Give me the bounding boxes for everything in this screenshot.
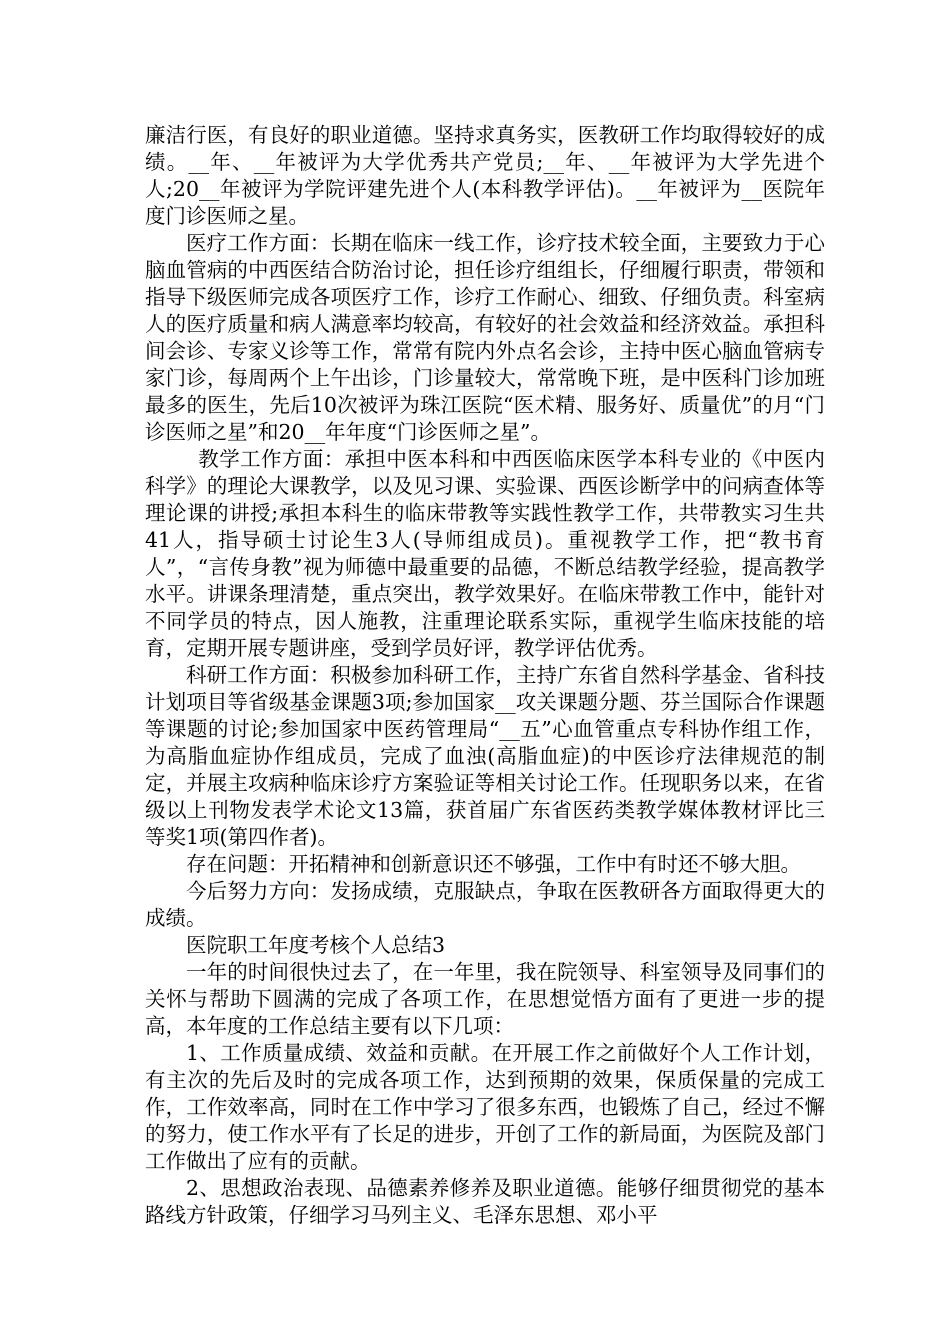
paragraph-problems: 存在问题：开拓精神和创新意识还不够强，工作中有时还不够大胆。 <box>186 852 801 876</box>
paragraph-medical-work: 医疗工作方面：长期在临床一线工作，诊疗技术较全面，主要致力于心脑血管病的中西医结合防治讨论，担任诊疗组组长，仔细履行职责，带领和指导下级医师完成各项医疗工作，诊疗工作耐心、细致、仔细负责。科室病人的医疗质量和病人满意率均较高，有较好的社会效益和经济效益。承担科间会诊、专家义诊等工作，常常有院内外点名会诊，主持中医心脑血管病专家门诊，每周两个上午出诊，门诊量较大，常常晚下班，是中医科门诊加班最多的医生，先后10次被评为珠江医院“医术精、服务好、质量优”的月“门诊医师之星”和20__年年度“门诊医师之星”。 <box>145 231 825 444</box>
paragraph-future-direction: 今后努力方向：发扬成绩，克服缺点，争取在医教研各方面取得更大的成绩。 <box>145 879 825 930</box>
document-body <box>145 122 825 1229</box>
paragraph-research-work: 科研工作方面：积极参加科研工作，主持广东省自然科学基金、省科技计划项目等省级基金课题3项;参加国家__攻关课题分题、芬兰国际合作课题等课题的讨论;参加国家中医药管理局“__五”心血管重点专科协作组工作，为高脂血症协作组成员，完成了血浊(高脂血症)的中医诊疗法律规范的制定，并展主攻病种临床诊疗方案验证等相关讨论工作。任现职务以来，在省级以上刊物发表学术论文13篇，获首届广东省医药类教学媒体教材评比三等奖1项(第四作者)。 <box>145 663 825 849</box>
paragraph-intro: 一年的时间很快过去了，在一年里，我在院领导、科室领导及同事们的关怀与帮助下圆满的完成了各项工作，在思想觉悟方面有了更进一步的提高，本年度的工作总结主要有以下几项： <box>145 960 825 1038</box>
paragraph-item-1: 1、工作质量成绩、效益和贡献。在开展工作之前做好个人工作计划，有主次的先后及时的完成各项工作，达到预期的效果，保质保量的完成工作，工作效率高，同时在工作中学习了很多东西，也锻炼了自己，经过不懈的努力，使工作水平有了长足的进步，开创了工作的新局面，为医院及部门工作做出了应有的贡献。 <box>145 1041 825 1173</box>
paragraph-teaching-work: 教学工作方面：承担中医本科和中西医临床医学本科专业的《中医内科学》的理论大课教学，以及见习课、实验课、西医诊断学中的问病查体等理论课的讲授;承担本科生的临床带教等实践性教学工作，共带教实习生共41人，指导硕士讨论生3人(导师组成员)。重视教学工作，把“教书育人”，“言传身教”视为师德中最重要的品德，不断总结教学经验，提高教学水平。讲课条理清楚，重点突出，教学效果好。在临床带教工作中，能针对不同学员的特点，因人施教，注重理论联系实际，重视学生临床技能的培育，定期开展专题讲座，受到学员好评，教学评估优秀。 <box>145 447 825 660</box>
section-heading: 医院职工年度考核个人总结3 <box>186 933 446 957</box>
paragraph-honors: 廉洁行医，有良好的职业道德。坚持求真务实，医教研工作均取得较好的成绩。__年、__年被评为大学优秀共产党员;__年、__年被评为大学先进个人;20__年被评为学院评建先进个人(本科教学评估)。__年被评为__医院年度门诊医师之星。 <box>145 123 825 228</box>
paragraph-item-2: 2、思想政治表现、品德素养修养及职业道德。能够仔细贯彻党的基本路线方针政策，仔细学习马列主义、毛泽东思想、邓小平 <box>145 1176 825 1227</box>
